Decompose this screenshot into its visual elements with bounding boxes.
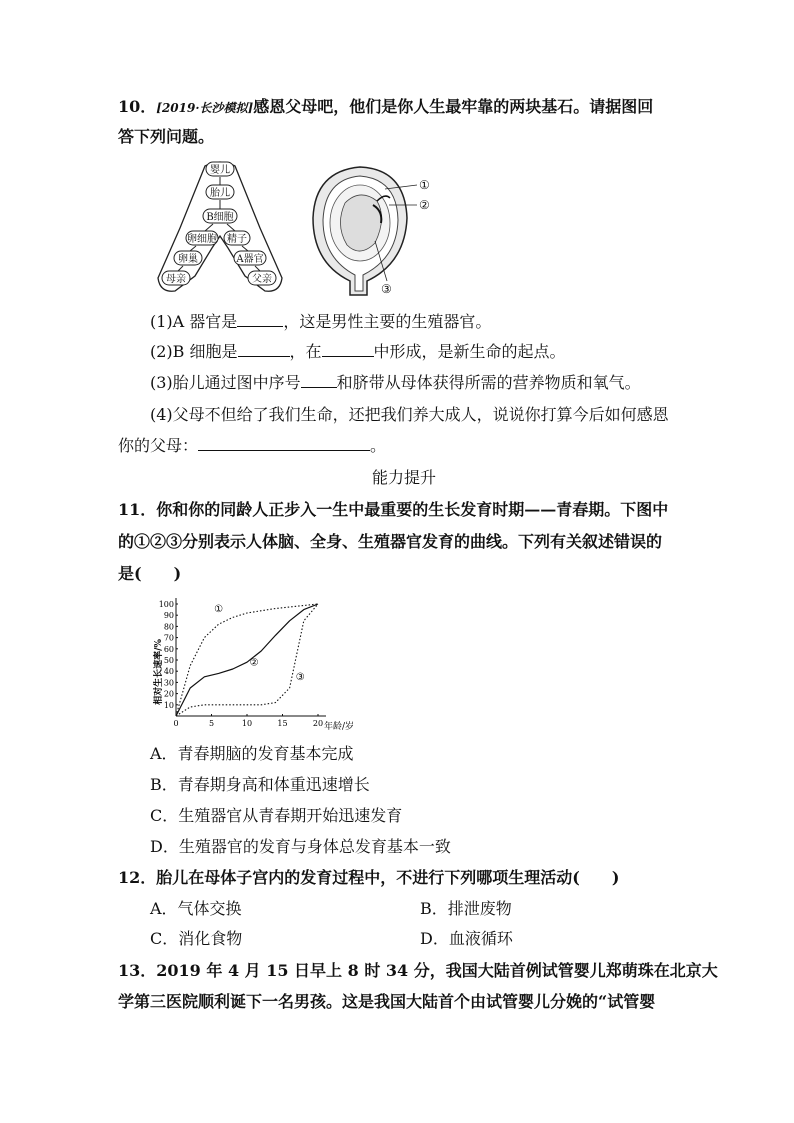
q10-sub2 xyxy=(150,342,566,362)
node-cell-b: B细胞 xyxy=(206,212,234,223)
node-ovary: 卵巢 xyxy=(178,254,198,265)
node-baby: 婴儿 xyxy=(210,165,230,176)
q12-option-a[interactable]: A．气体交换 xyxy=(150,899,242,918)
chart-x-tick-label: 10 xyxy=(241,719,253,728)
uterus-label-3: ③ xyxy=(381,282,392,296)
q11-option-b[interactable]: B．青春期身高和体重迅速增长 xyxy=(150,775,370,794)
q10-sub1-text-a: (1)A 器官是 xyxy=(150,312,238,331)
node-mother: 母亲 xyxy=(166,274,186,285)
q10-sub3-text-b: 和脐带从母体获得所需的营养物质和氧气。 xyxy=(336,373,641,392)
chart-x-tick-label: 0 xyxy=(173,719,179,728)
chart-series-line xyxy=(176,604,318,716)
reproduction-flow-diagram xyxy=(150,158,290,298)
chart-xlabel: 年龄/岁 xyxy=(324,722,355,732)
chart-series-line xyxy=(176,604,318,716)
q13-line2: 学第三医院顺利诞下一名男孩。这是我国大陆首个由试管婴儿分娩的“试管婴 xyxy=(118,992,656,1011)
q13-line1: 13．2019 年 4 月 15 日早上 8 时 34 分，我国大陆首例试管婴儿郑萌珠在北京大 xyxy=(118,961,718,980)
node-organ-a: A器官 xyxy=(236,254,264,265)
q10-sub1-text-b: ，这是男性主要的生殖器官。 xyxy=(283,312,492,331)
chart-y-tick-label: 60 xyxy=(163,644,174,654)
q12-option-c[interactable]: C．消化食物 xyxy=(150,929,243,948)
q10-sub3-text-a: (3)胎儿通过图中序号 xyxy=(150,373,301,392)
chart-y-tick-label: 20 xyxy=(163,689,174,699)
chart-y-tick-label: 10 xyxy=(163,700,174,710)
q10-number: 10． xyxy=(118,97,157,116)
q11-option-a[interactable]: A．青春期脑的发育基本完成 xyxy=(150,744,354,763)
q10-sub4-text: 你的父母： xyxy=(118,436,199,455)
q10-sub1-blank[interactable] xyxy=(237,312,283,327)
q10-sub4-end: 。 xyxy=(370,436,387,455)
q10-sub3-blank[interactable] xyxy=(301,373,337,388)
q10-sub4-line2 xyxy=(118,436,386,456)
q11-line1: 11．你和你的同龄人正步入一生中最重要的生长发育时期——青春期。下图中 xyxy=(118,500,669,519)
q10-sub1 xyxy=(150,312,491,332)
q12-option-b[interactable]: B．排泄废物 xyxy=(420,899,512,918)
node-sperm: 精子 xyxy=(227,234,247,245)
q10-stem-line2: 答下列问题。 xyxy=(118,127,215,146)
q10-sub2-text-b: ，在 xyxy=(289,342,322,361)
growth-rate-chart xyxy=(148,592,398,737)
q12-option-d[interactable]: D．血液循环 xyxy=(420,929,513,948)
q10-sub4-blank[interactable] xyxy=(198,436,370,451)
chart-y-tick-label: 40 xyxy=(163,667,174,677)
q10-source: [2019·长沙模拟] xyxy=(156,101,254,115)
q10-stem-text: 感恩父母吧，他们是你人生最牢靠的两块基石。请据图回 xyxy=(253,97,654,116)
chart-series-label: ② xyxy=(249,657,259,669)
q10-sub2-text-c: 中形成，是新生命的起点。 xyxy=(373,342,566,361)
q10-sub2-blank1[interactable] xyxy=(238,342,290,357)
q10-stem-line1 xyxy=(118,97,653,118)
q10-sub4-line1: (4)父母不但给了我们生命，还把我们养大成人，说说你打算今后如何感恩 xyxy=(150,405,669,424)
chart-series-label: ③ xyxy=(295,672,305,684)
node-fetus: 胎儿 xyxy=(210,188,230,199)
chart-series-line xyxy=(176,604,318,716)
q11-line2: 的①②③分别表示人体脑、全身、生殖器官发育的曲线。下列有关叙述错误的 xyxy=(118,532,663,551)
chart-x-tick-label: 15 xyxy=(277,719,288,728)
chart-ylabel: 相对生长速率/% xyxy=(154,639,164,705)
chart-y-tick-label: 90 xyxy=(163,611,174,621)
q10-sub2-text-a: (2)B 细胞是 xyxy=(150,342,238,361)
chart-y-tick-label: 50 xyxy=(163,656,174,665)
node-father: 父亲 xyxy=(252,274,272,285)
q10-sub3 xyxy=(150,373,641,393)
chart-y-tick-label: 100 xyxy=(158,600,174,609)
q10-sub2-blank2[interactable] xyxy=(322,342,374,357)
chart-y-tick-label: 30 xyxy=(163,678,174,688)
chart-y-tick-label: 80 xyxy=(163,622,174,632)
q11-option-d[interactable]: D．生殖器官的发育与身体总发育基本一致 xyxy=(150,837,451,856)
q11-option-c[interactable]: C．生殖器官从青春期开始迅速发育 xyxy=(150,806,403,825)
chart-series-label: ① xyxy=(214,603,224,615)
uterus-label-1: ① xyxy=(419,178,430,192)
chart-y-tick-label: 70 xyxy=(163,633,174,643)
q11-line3: 是( ) xyxy=(118,564,182,583)
section-title: 能力提升 xyxy=(372,468,437,487)
q12-stem: 12．胎儿在母体子宫内的发育过程中，不进行下列哪项生理活动( ) xyxy=(118,868,620,887)
uterus-fetus-diagram xyxy=(305,163,440,303)
node-egg: 卵细胞 xyxy=(187,234,217,245)
chart-x-tick-label: 5 xyxy=(208,719,215,728)
uterus-label-2: ② xyxy=(419,198,430,212)
chart-x-tick-label: 20 xyxy=(312,719,324,728)
